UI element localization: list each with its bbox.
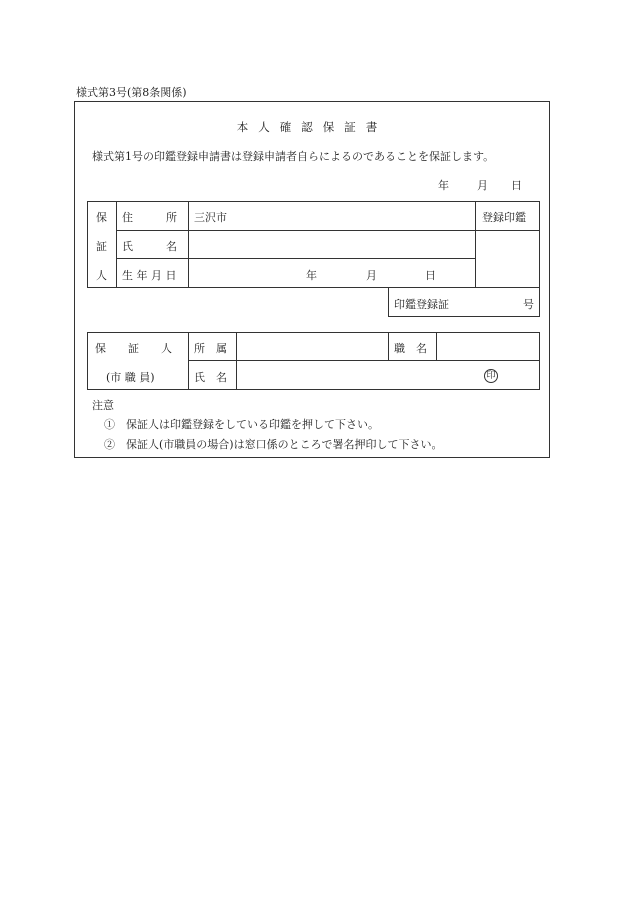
- staff-guarantor-label: 保 証 人: [95, 342, 172, 355]
- name-field[interactable]: [188, 231, 475, 258]
- seal-cert-number-label: 号: [523, 298, 534, 311]
- name-label: 氏 名: [122, 240, 177, 253]
- note-item: ① 保証人は印鑑登録をしている印鑑を押して下さい。: [104, 418, 379, 431]
- guarantor-side-label-1: 保: [96, 211, 107, 224]
- department-label: 所 属: [194, 342, 227, 355]
- birth-year-label: 年: [306, 269, 317, 282]
- date-year-label: 年: [438, 179, 449, 192]
- address-value[interactable]: 三沢市: [194, 211, 227, 224]
- staff-name-field[interactable]: [236, 361, 476, 389]
- address-label: 住 所: [122, 211, 177, 224]
- seal-mark-icon: 印: [484, 369, 498, 383]
- note-item: ② 保証人(市職員の場合)は窓口係のところで署名押印して下さい。: [104, 438, 443, 451]
- date-month-label: 月: [477, 179, 488, 192]
- birth-day-label: 日: [425, 269, 436, 282]
- seal-impression-box[interactable]: [476, 231, 539, 287]
- job-title-field[interactable]: [437, 333, 539, 360]
- notes-heading: 注意: [92, 399, 114, 412]
- city-staff-sublabel: (市 職 員): [106, 371, 155, 384]
- seal-cert-label: 印鑑登録証: [394, 298, 449, 311]
- registered-seal-label: 登録印鑑: [482, 211, 526, 224]
- guarantee-statement: 様式第1号の印鑑登録申請書は登録申請者自らによるのであることを保証します。: [92, 150, 495, 163]
- form-number-label: 様式第3号(第8条関係): [76, 86, 187, 99]
- date-day-label: 日: [511, 179, 522, 192]
- document-title: 本人確認保証書: [236, 120, 388, 134]
- department-field[interactable]: [236, 333, 388, 360]
- staff-name-label: 氏 名: [194, 371, 227, 384]
- job-title-label: 職 名: [394, 342, 427, 355]
- guarantor-side-label-3: 人: [96, 269, 107, 282]
- guarantor-side-label-2: 証: [96, 240, 107, 253]
- birth-month-label: 月: [366, 269, 377, 282]
- birth-date-label: 生 年 月 日: [122, 269, 177, 282]
